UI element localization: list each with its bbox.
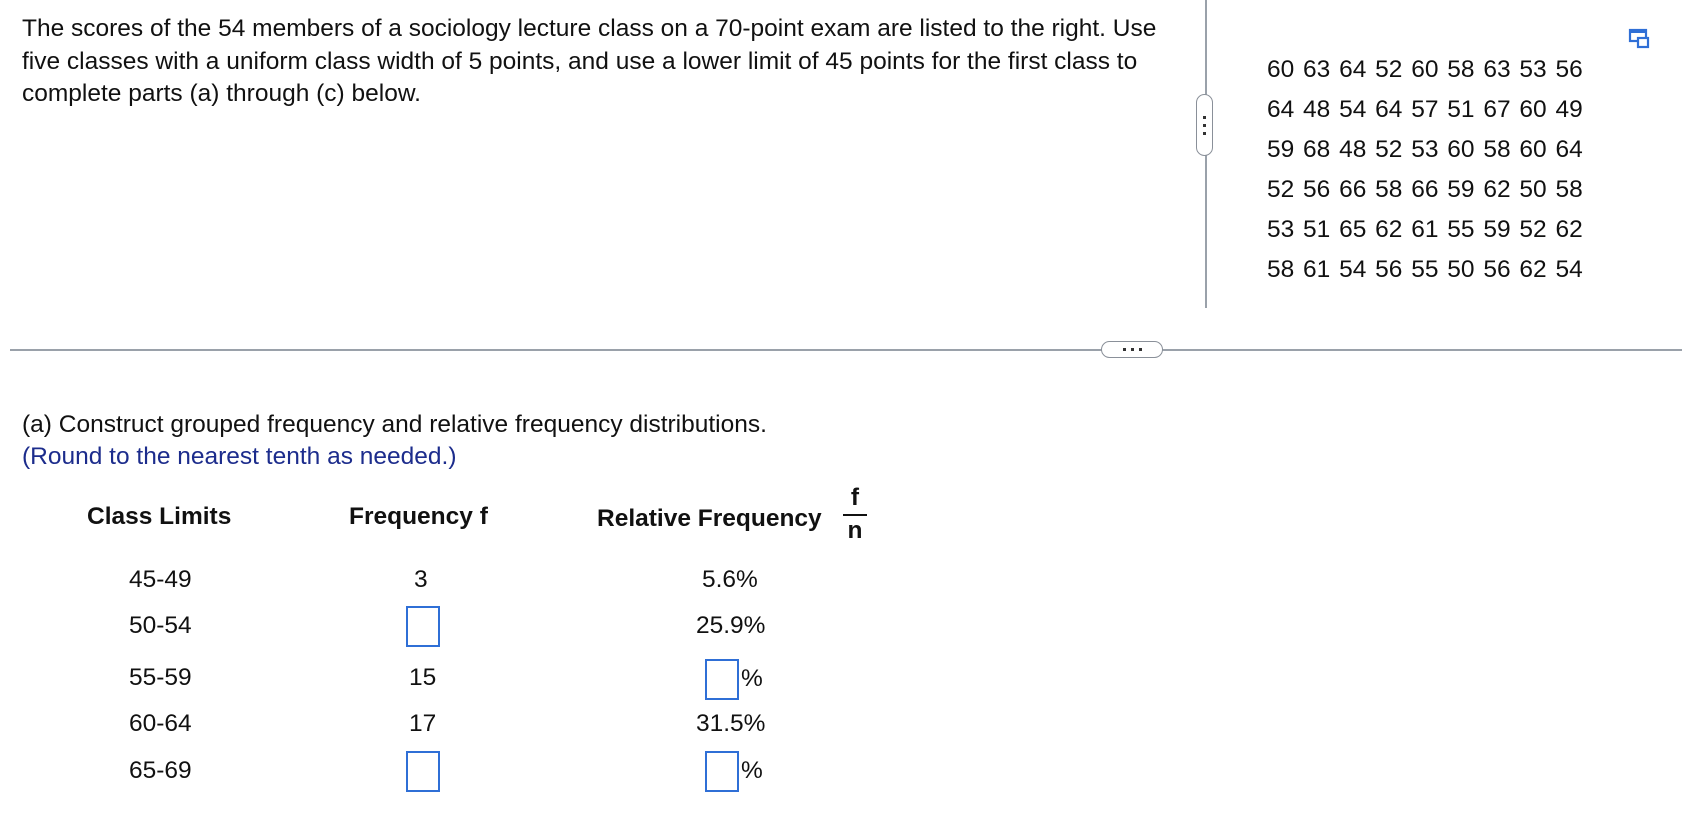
rounding-note: (Round to the nearest tenth as needed.) bbox=[22, 443, 457, 470]
frequency-cell: 3 bbox=[414, 566, 428, 593]
horizontal-resize-handle-icon[interactable] bbox=[1101, 341, 1163, 358]
data-table bbox=[1267, 50, 1583, 290]
percent-sign: % bbox=[741, 665, 763, 692]
frequency-cell: 15 bbox=[409, 664, 437, 691]
horizontal-divider bbox=[10, 349, 1682, 351]
frequency-answer-input[interactable] bbox=[406, 751, 440, 792]
frequency-cell: 17 bbox=[409, 710, 437, 737]
fraction-bar bbox=[843, 514, 867, 516]
relative-frequency-fraction bbox=[840, 484, 870, 545]
relative-frequency-cell: 5.6% bbox=[702, 566, 758, 593]
data-row: 59 68 48 52 53 60 58 60 64 bbox=[1267, 136, 1583, 163]
fraction-numerator: f bbox=[850, 484, 860, 511]
data-row: 52 56 66 58 66 59 62 50 58 bbox=[1267, 176, 1583, 203]
fraction-denominator: n bbox=[847, 517, 863, 544]
popout-window-icon[interactable] bbox=[1628, 27, 1652, 51]
frequency-answer-input[interactable] bbox=[406, 606, 440, 647]
class-limit-cell: 65-69 bbox=[129, 757, 192, 784]
problem-statement: The scores of the 54 members of a sociology lecture class on a 70-point exam are listed to the right. Use five classes with a uniform class width of 5 points, and use a lower limit of 45 points for the first class to complete parts (a) through (c) below. bbox=[22, 15, 1157, 107]
class-limit-cell: 45-49 bbox=[129, 566, 192, 593]
header-frequency: Frequency f bbox=[349, 503, 488, 530]
relative-frequency-cell: 31.5% bbox=[696, 710, 766, 737]
class-limit-cell: 60-64 bbox=[129, 710, 192, 737]
class-limit-cell: 55-59 bbox=[129, 664, 192, 691]
header-class-limits: Class Limits bbox=[87, 503, 232, 530]
percent-sign: % bbox=[741, 757, 763, 784]
class-limit-cell: 50-54 bbox=[129, 612, 192, 639]
data-row: 60 63 64 52 60 58 63 53 56 bbox=[1267, 56, 1583, 83]
part-a-instruction: (a) Construct grouped frequency and relative frequency distributions. bbox=[22, 411, 767, 438]
relative-frequency-cell: 25.9% bbox=[696, 612, 766, 639]
relative-frequency-answer-input[interactable] bbox=[705, 751, 739, 792]
vertical-resize-handle-icon[interactable] bbox=[1196, 94, 1213, 156]
data-row: 53 51 65 62 61 55 59 52 62 bbox=[1267, 216, 1583, 243]
data-row: 64 48 54 64 57 51 67 60 49 bbox=[1267, 96, 1583, 123]
header-relative-frequency: Relative Frequency bbox=[597, 505, 822, 532]
relative-frequency-answer-input[interactable] bbox=[705, 659, 739, 700]
data-row: 58 61 54 56 55 50 56 62 54 bbox=[1267, 256, 1583, 283]
